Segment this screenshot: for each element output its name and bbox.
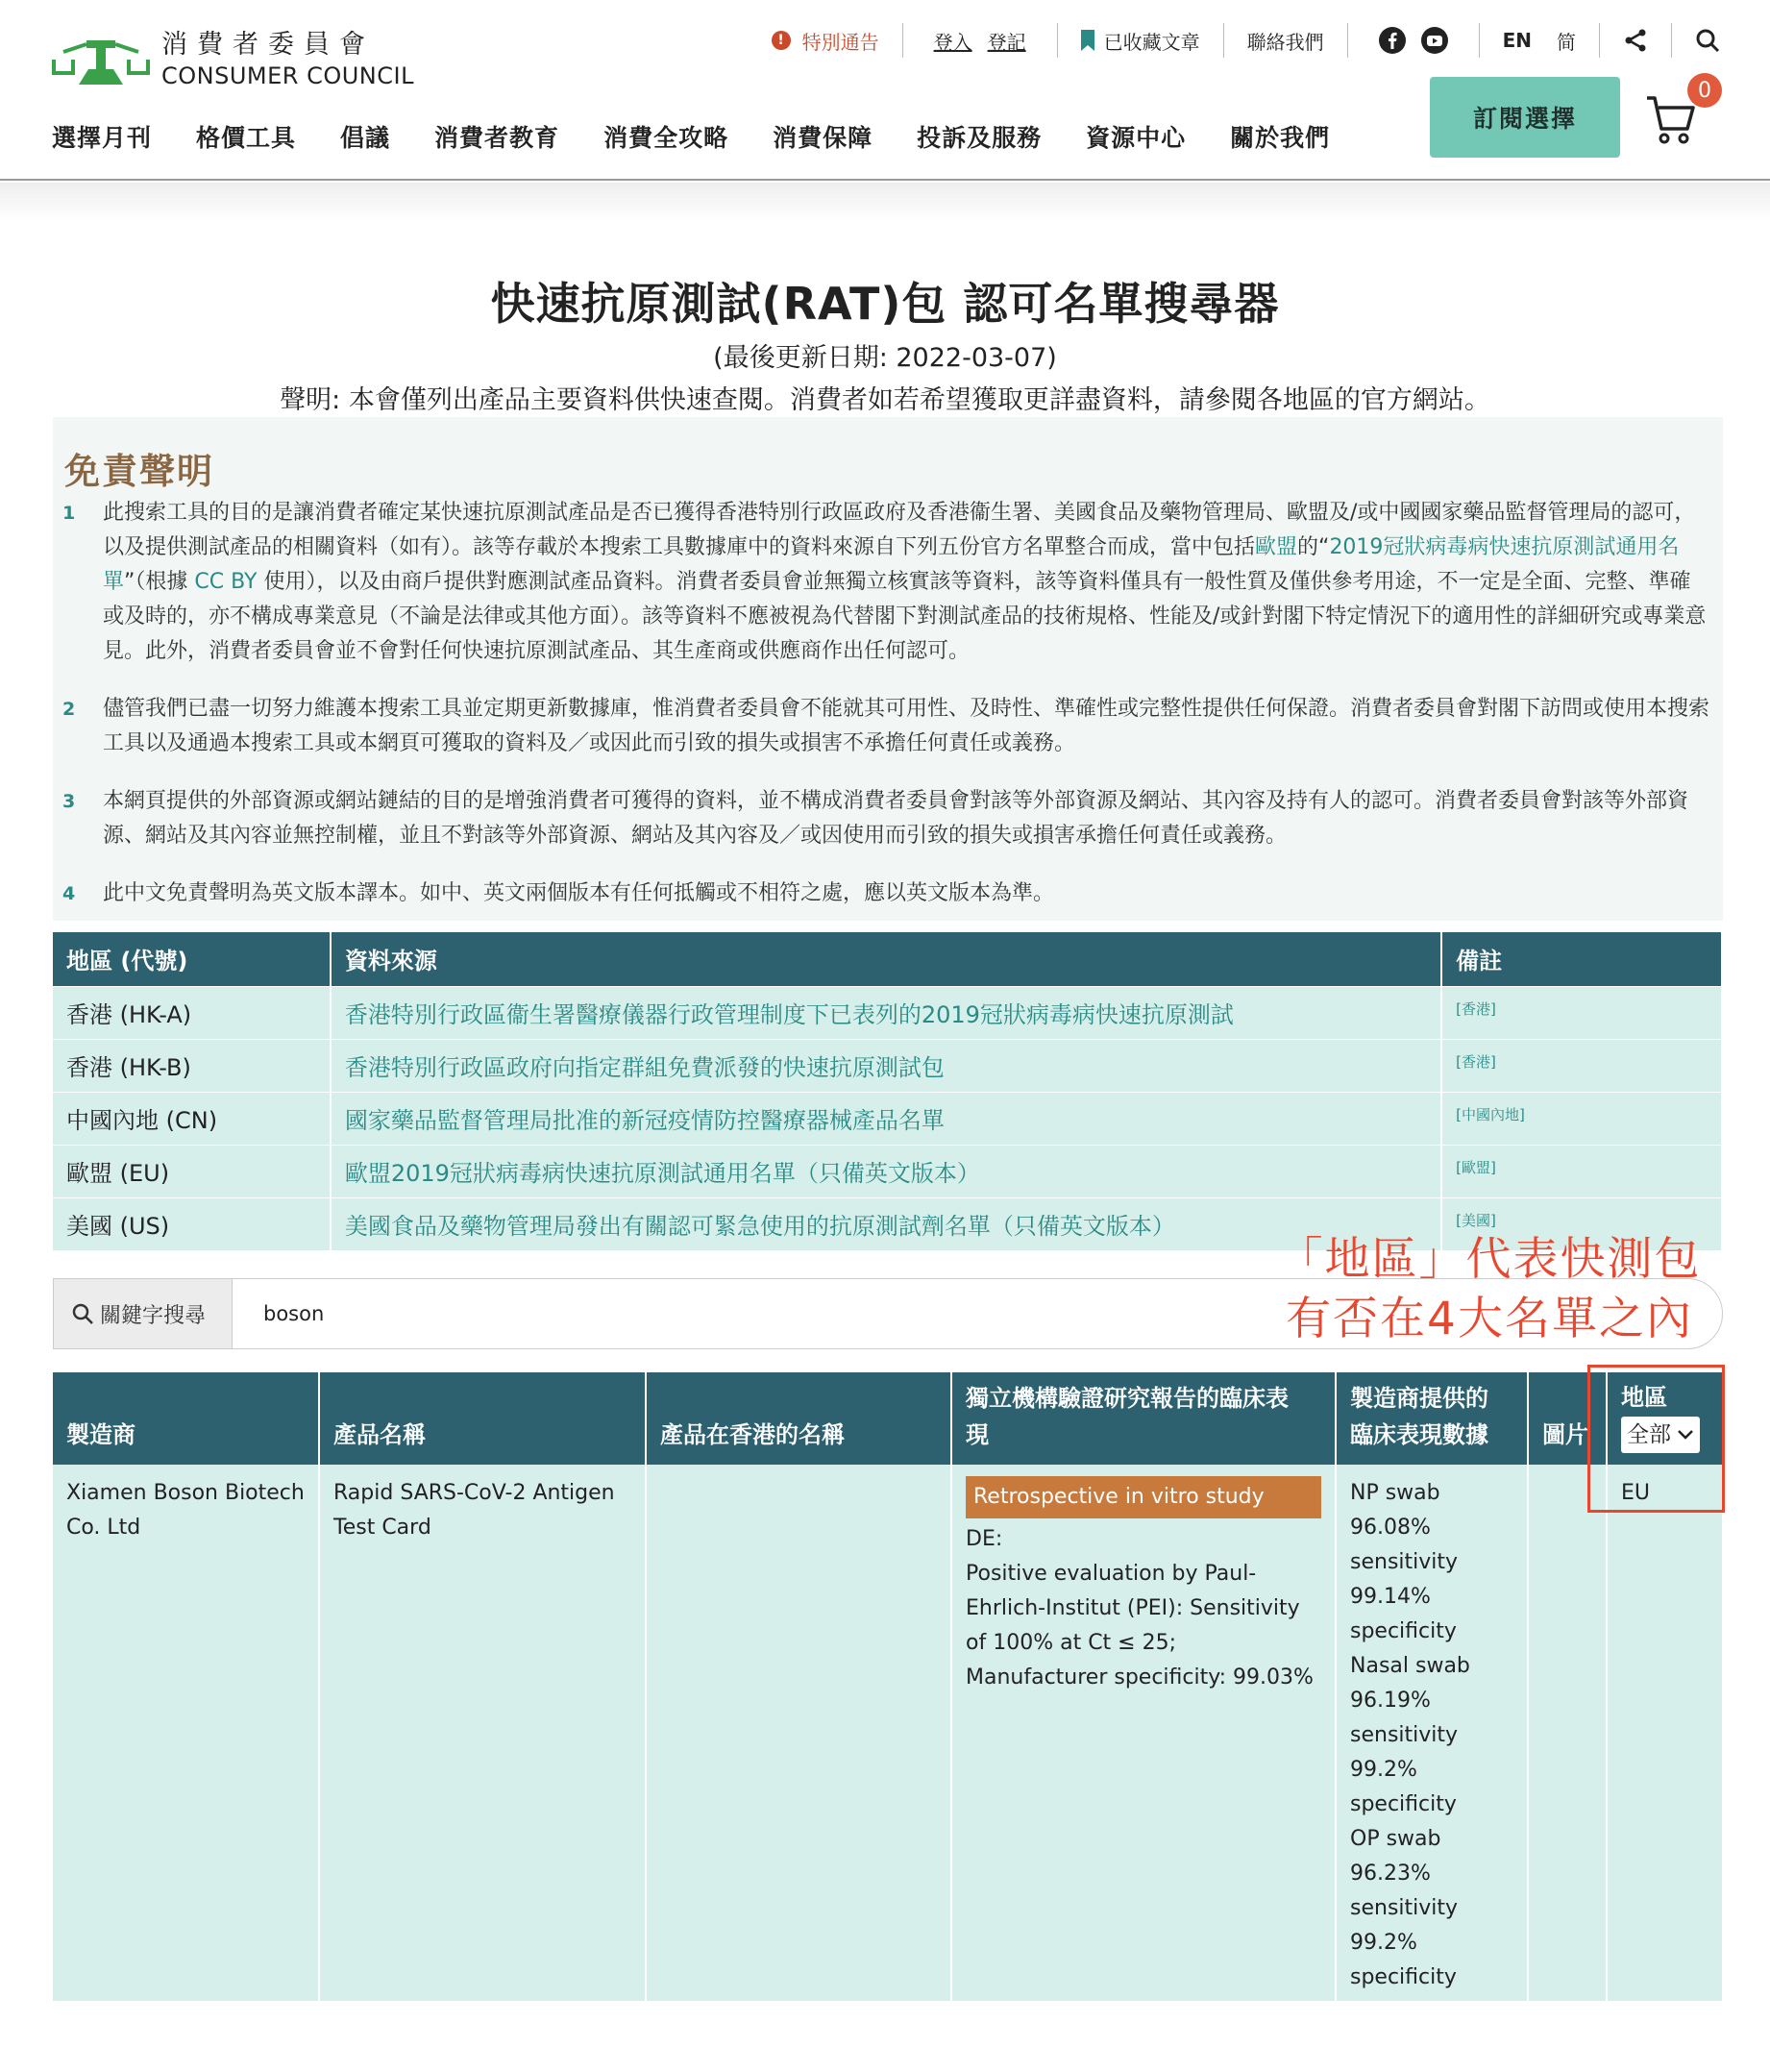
auth-links: [903, 23, 1058, 58]
social-links: [1348, 23, 1480, 58]
source-link[interactable]: 美國食品及藥物管理局發出有關認可緊急使用的抗原測試劑名單（只備英文版本）: [331, 1197, 1441, 1250]
disclaimer-text: 儘管我們已盡一切努力維護本搜索工具並定期更新數據庫，惟消費者委員會不能就其可用性、及時性、準確性或完整性提供任何保證。消費者委員會對閣下訪問或使用本搜索工具以及通過本搜索工具或本網頁可獲取的資料及／或因此而引致的損失或損害不承擔任何責任或義務。: [103, 697, 1710, 755]
search-icon: [1695, 28, 1720, 53]
lang-sc-link[interactable]: 简: [1557, 30, 1576, 54]
logo-scales-icon: [50, 31, 152, 88]
mfr-data-line: 99.2%: [1350, 1758, 1417, 1782]
note-cell: [歐盟]: [1441, 1145, 1722, 1197]
annotation-highlight-box: [1587, 1365, 1725, 1513]
note-cell: [美國]: [1441, 1197, 1722, 1250]
source-link[interactable]: 歐盟2019冠狀病毒病快速抗原測試通用名單（只備英文版本）: [331, 1145, 1441, 1197]
language-switch: [1480, 23, 1600, 58]
consumer-council-logo[interactable]: [50, 29, 414, 90]
site-search-button[interactable]: [1672, 23, 1770, 58]
cart-count-badge: 0: [1687, 73, 1722, 108]
nav-item-protection[interactable]: 消費保障: [773, 124, 873, 152]
subscribe-button[interactable]: 訂閱選擇: [1430, 77, 1620, 158]
table-row: [53, 1465, 1723, 2001]
disclaimer-item: [53, 784, 1723, 853]
annotation-note: [1268, 1230, 1710, 1349]
column-header-image: 圖片: [1528, 1372, 1607, 1465]
disclaimer-title: 免責聲明: [64, 451, 214, 492]
disclaimer-text: 此搜索工具的目的是讓消費者確定某快速抗原測試產品是否已獲得香港特別行政區政府及香港衞生署、美國食品及藥物管理局、歐盟及/或中國國家藥品監督管理局的認可，以及提供測試產品的相關資料（如有）。該等存載於本搜索工具數據庫中的資料來源自下列五份官方名單整合而成，當中包括: [103, 501, 1696, 559]
cart-icon[interactable]: [1645, 92, 1697, 146]
table-header-row: [53, 1372, 1723, 1465]
disclaimer-text: 此中文免責聲明為英文版本譯本。如中、英文兩個版本有任何抵觸或不相符之處，應以英文版本為準。: [103, 881, 1055, 905]
register-link[interactable]: 登記: [987, 30, 1026, 54]
annotation-line: 有否在4大名單之內: [1286, 1293, 1693, 1345]
header-line: 臨床表現數據: [1350, 1421, 1488, 1448]
product-cell: Rapid SARS-CoV-2 Antigen Test Card: [319, 1465, 646, 2001]
search-icon: [71, 1302, 94, 1325]
nav-item-complaints[interactable]: 投訴及服務: [917, 124, 1043, 152]
login-link[interactable]: 登入: [933, 30, 972, 54]
site-header: [0, 0, 1770, 181]
mfr-data-line: specificity: [1350, 1619, 1457, 1643]
disclaimer-text: ”（根據: [124, 570, 195, 594]
mfr-data-line: 96.23%: [1350, 1862, 1431, 1886]
results-table: [53, 1372, 1724, 2001]
mfr-data-line: Nasal swab: [1350, 1654, 1470, 1678]
share-icon: [1623, 28, 1648, 53]
share-button[interactable]: [1600, 23, 1672, 58]
source-link[interactable]: 香港特別行政區政府向指定群組免費派發的快速抗原測試包: [331, 1039, 1441, 1092]
table-row: [53, 986, 1722, 1039]
header-line: 地區: [1621, 1384, 1667, 1411]
region-value-cell: EU: [1607, 1465, 1723, 2001]
note-cell: [香港]: [1441, 1039, 1722, 1092]
nav-item-advocacy[interactable]: 倡議: [340, 124, 391, 152]
saved-articles-label: 已收藏文章: [1103, 30, 1200, 54]
source-link[interactable]: 香港特別行政區衞生署醫療儀器行政管理制度下已表列的2019冠狀病毒病快速抗原測試: [331, 986, 1441, 1039]
page-title: 快速抗原測試(RAT)包 認可名單搜尋器: [490, 278, 1280, 330]
region-cell: 歐盟 (EU): [53, 1145, 331, 1197]
table-row: [53, 1039, 1722, 1092]
column-header-maker[interactable]: 製造商: [53, 1372, 319, 1465]
column-header-clinical[interactable]: [951, 1372, 1336, 1465]
utility-bar: [749, 21, 1770, 60]
bookmark-icon: [1081, 30, 1094, 51]
column-header-mfr-data[interactable]: [1336, 1372, 1528, 1465]
region-filter-value: 全部: [1627, 1422, 1671, 1447]
region-cell: 中國內地 (CN): [53, 1092, 331, 1145]
disclaimer-item: [53, 496, 1723, 669]
region-cell: 美國 (US): [53, 1197, 331, 1250]
mfr-data-line: specificity: [1350, 1965, 1457, 1989]
disclaimer-number: 4: [62, 883, 76, 904]
region-cell: 香港 (HK-A): [53, 986, 331, 1039]
table-header-row: [53, 932, 1722, 986]
youtube-icon[interactable]: [1421, 27, 1448, 54]
special-notice-label: 特別通告: [801, 30, 879, 54]
column-header-product[interactable]: 產品名稱: [319, 1372, 646, 1465]
nav-item-resources[interactable]: 資源中心: [1086, 124, 1187, 152]
mfr-data-line: sensitivity: [1350, 1896, 1459, 1920]
header-line: 現: [966, 1421, 989, 1448]
annotation-line: 「地區」代表快測包: [1277, 1233, 1702, 1286]
main-navigation: [52, 119, 1374, 154]
sources-table: [53, 932, 1723, 1250]
mfr-data-line: 96.08%: [1350, 1516, 1431, 1540]
mfr-data-line: OP swab: [1350, 1827, 1441, 1851]
keyword-search-text: 關鍵字搜尋: [100, 1303, 207, 1328]
disclaimer-number: 2: [62, 699, 76, 720]
mfr-data-line: NP swab: [1350, 1481, 1440, 1505]
mfr-data-line: 99.14%: [1350, 1585, 1431, 1609]
nav-item-guides[interactable]: 消費全攻略: [603, 124, 729, 152]
header-shadow: [0, 183, 1770, 221]
region-cell: 香港 (HK-B): [53, 1039, 331, 1092]
disclaimer-panel: [53, 417, 1723, 921]
cc-by-link[interactable]: CC BY: [194, 570, 258, 594]
study-type-badge: Retrospective in vitro study: [966, 1476, 1321, 1518]
facebook-icon[interactable]: [1379, 27, 1406, 54]
disclaimer-number: 3: [62, 791, 76, 812]
table-row: [53, 1092, 1722, 1145]
maker-cell: Xiamen Boson Biotech Co. Ltd: [53, 1465, 319, 2001]
header-line: 製造商提供的: [1350, 1385, 1488, 1412]
eu-link[interactable]: 歐盟: [1255, 535, 1298, 559]
logo-english-name: CONSUMER COUNCIL: [161, 62, 414, 89]
note-cell: [香港]: [1441, 986, 1722, 1039]
disclaimer-list: [53, 496, 1723, 934]
mfr-data-line: 96.19%: [1350, 1689, 1431, 1713]
special-notice-link[interactable]: [749, 23, 903, 58]
disclaimer-item: [53, 692, 1723, 761]
nav-item-about[interactable]: 關於我們: [1230, 124, 1331, 152]
mfr-data-line: specificity: [1350, 1792, 1457, 1816]
mfr-data-line: sensitivity: [1350, 1723, 1459, 1747]
alert-icon: !: [772, 31, 791, 50]
source-link[interactable]: 國家藥品監督管理局批准的新冠疫情防控醫療器械產品名單: [331, 1092, 1441, 1145]
clinical-cell: [951, 1465, 1336, 2001]
statement: 聲明: 本會僅列出產品主要資料供快速查閱。消費者如若希望獲取更詳盡資料，請參閱各地區的官方網站。: [280, 385, 1490, 415]
study-text: Positive evaluation by Paul-Ehrlich-Institut (PEI): Sensitivity of 100% at Ct ≤ 25; Manufacturer specificity: 99.03%: [966, 1562, 1314, 1690]
nav-item-education[interactable]: 消費者教育: [434, 124, 560, 152]
image-cell: [1528, 1465, 1607, 2001]
contact-label: 聯絡我們: [1246, 30, 1324, 54]
logo-chinese-name: 消費者委員會: [161, 30, 375, 60]
mfr-data-cell: [1336, 1465, 1528, 2001]
last-updated: (最後更新日期: 2022-03-07): [713, 343, 1057, 373]
contact-link[interactable]: [1224, 23, 1348, 58]
hk-name-cell: [646, 1465, 951, 2001]
column-header-hk-name[interactable]: 產品在香港的名稱: [646, 1372, 951, 1465]
column-header-source: 資料來源: [331, 932, 1441, 986]
disclaimer-text: 本網頁提供的外部資源或網站鏈結的目的是增強消費者可獲得的資料，並不構成消費者委員會對該等外部資源及網站、其內容及持有人的認可。消費者委員會對該等外部資源、網站及其內容並無控制權，並且不對該等外部資源、網站及其內容及／或因使用而引致的損失或損害承擔任何責任或義務。: [103, 789, 1689, 848]
mfr-data-line: sensitivity: [1350, 1550, 1459, 1574]
table-row: [53, 1145, 1722, 1197]
disclaimer-text: 使用），以及由商戶提供對應測試產品資料。消費者委員會並無獨立核實該等資料，該等資料僅具有一般性質及僅供參考用途，不一定是全面、完整、準確或及時的，亦不構成專業意見（不論是法律或其他方面）。該等資料不應被視為代替閣下對測試產品的技術規格、性能及/或針對閣下特定情況下的適用性的詳細研究或專業意見。此外，消費者委員會並不會對任何快速抗原測試產品、其生產商或供應商作出任何認可。: [103, 570, 1707, 663]
column-header-note: 備註: [1441, 932, 1722, 986]
nav-item-price-tools[interactable]: 格價工具: [196, 124, 297, 152]
disclaimer-item: [53, 876, 1723, 911]
study-country: DE:: [966, 1527, 1003, 1551]
eu-common-list-link[interactable]: 2019冠狀病毒病快速抗原測試通用名單: [103, 535, 1680, 594]
disclaimer-number: 1: [62, 503, 76, 524]
lang-en-link[interactable]: EN: [1502, 29, 1532, 52]
disclaimer-text: 的“: [1297, 535, 1330, 559]
note-cell: [中國內地]: [1441, 1092, 1722, 1145]
keyword-search-label: [54, 1279, 233, 1348]
saved-articles-link[interactable]: [1058, 23, 1224, 58]
mfr-data-line: 99.2%: [1350, 1931, 1417, 1955]
column-header-region: 地區 (代號): [53, 932, 331, 986]
header-line: 獨立機構驗證研究報告的臨床表: [966, 1385, 1289, 1412]
nav-item-monthly[interactable]: 選擇月刊: [52, 124, 153, 152]
